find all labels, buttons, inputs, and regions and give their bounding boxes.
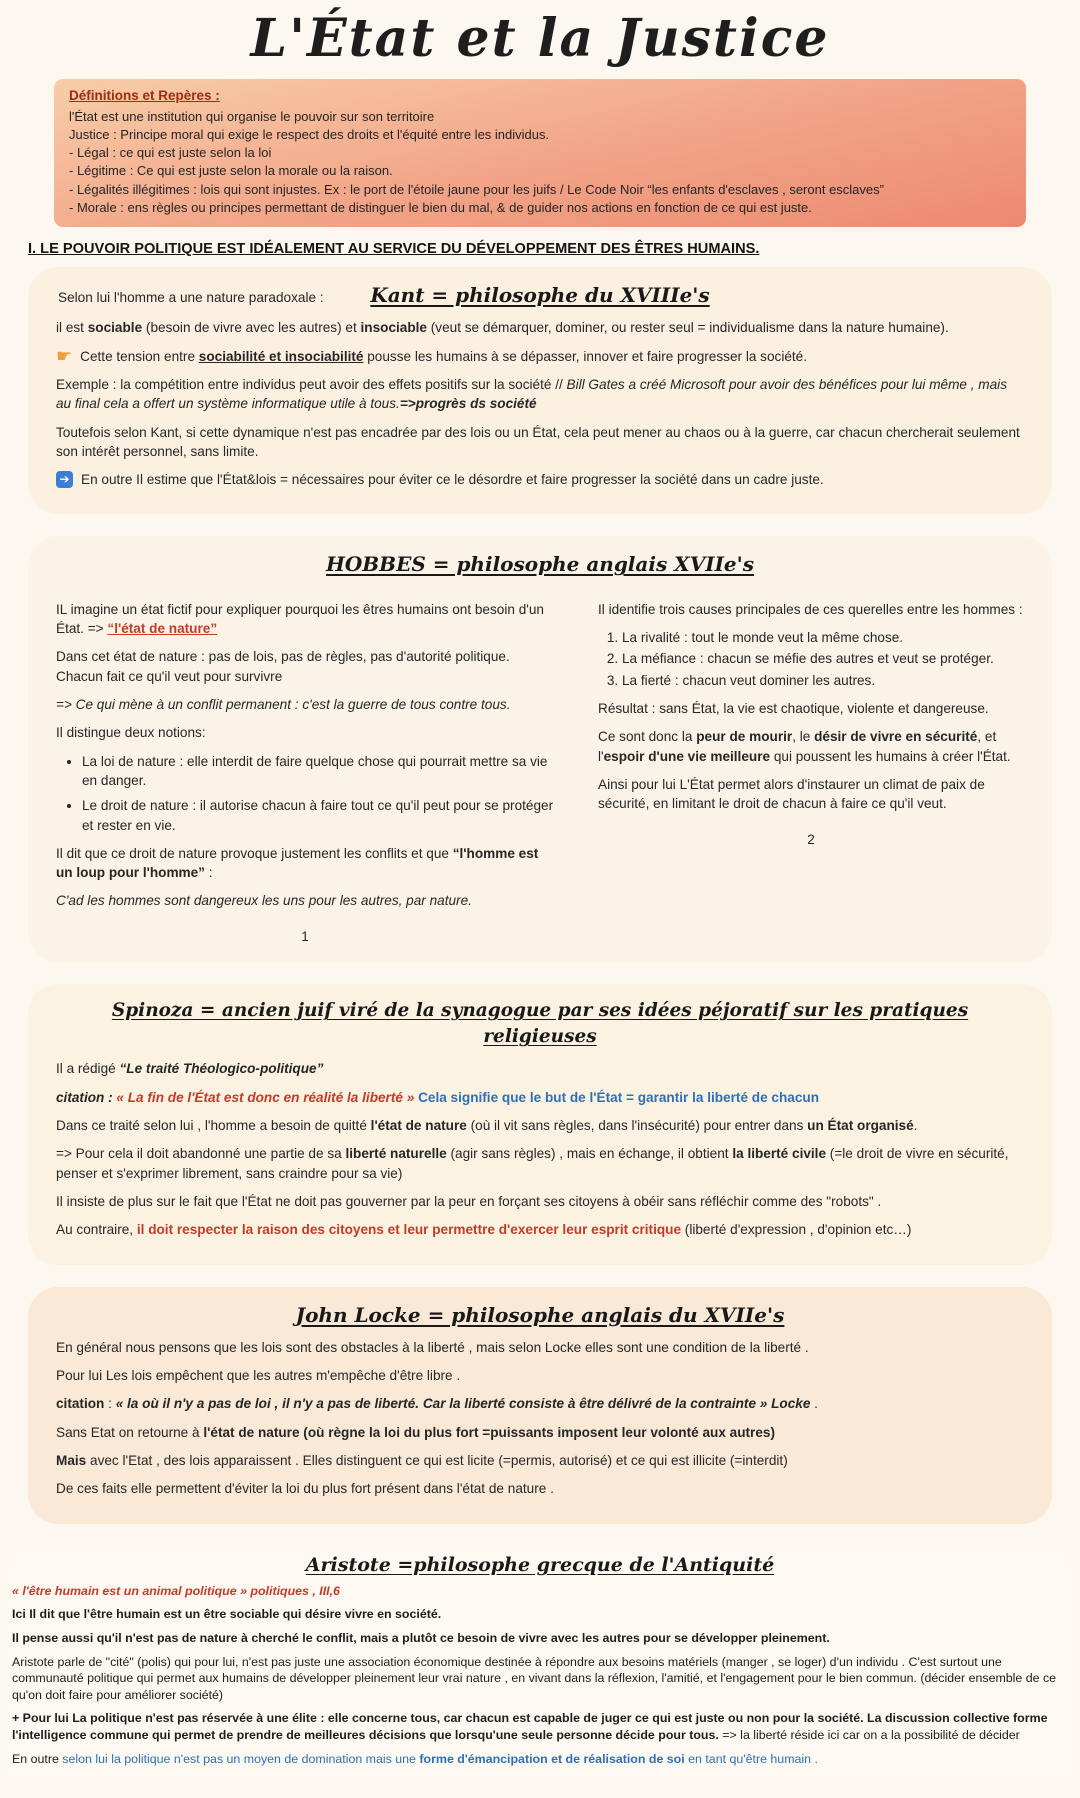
list-item: • La loi de nature : elle interdit de faire quelque chose qui pourrait mettre sa vie en danger. <box>82 752 554 791</box>
definition-line: Justice : Principe moral qui exige le respect des droits et l'équité entre les individus. <box>69 127 550 143</box>
hobbes-columns <box>56 591 1024 946</box>
locke-paragraph-citation: citation : « la où il n'y a pas de loi , il n'y a pas de liberté. Car la liberté consiste à être délivré de la contrainte » Locke . <box>56 1396 818 1412</box>
locke-paragraph-licite: Mais avec l'Etat , des lois apparaissent . Elles distinguent ce qui est licite (=permis, autorisé) et ce qui est illicite (=interdit) <box>56 1453 788 1469</box>
spinoza-section <box>28 984 1052 1265</box>
aristote-section <box>8 1546 1072 1782</box>
aristote-paragraph-sociable: Ici Il dit que l'être humain est un être sociable qui désire vivre en société. <box>12 1607 442 1622</box>
section-1-heading: I. LE POUVOIR POLITIQUE EST IDÉALEMENT AU SERVICE DU DÉVELOPPEMENT DES ÊTRES HUMAINS. <box>28 241 760 258</box>
definitions-box <box>54 79 1026 227</box>
locke-section <box>28 1287 1052 1524</box>
spinoza-paragraph-robots: Il insiste de plus sur le fait que l'État ne doit pas gouverner par la peur en forçant ses citoyens à obéir sans réfléchir comme des "robots" . <box>56 1193 882 1209</box>
definition-line: l'État est une institution qui organise le pouvoir sur son territoire <box>69 108 435 124</box>
pointing-finger-icon: ☛ <box>56 345 73 366</box>
spinoza-heading: Spinoza = ancien juif viré de la synagogue par ses idées péjoratif sur les pratiques religieuses <box>111 999 969 1048</box>
hobbes-paragraph-peur: Ce sont donc la peur de mourir, le désir de vivre en sécurité, et l'espoir d'une vie meilleure qui poussent les humains à créer l'État. <box>598 729 1011 764</box>
locke-paragraph-lois: En général nous pensons que les lois sont des obstacles à la liberté , mais selon Locke elles sont une condition de la liberté . <box>56 1339 809 1355</box>
definitions-heading: Définitions et Repères : <box>69 88 220 103</box>
kant-tension-text: Cette tension entre sociabilité et insociabilité pousse les humains à se dépasser, innover et faire progresser la société. <box>80 348 808 364</box>
hobbes-paragraph-causes: Il identifie trois causes principales de ces querelles entre les hommes : <box>598 601 1023 617</box>
blue-arrow-icon: ➔ <box>56 471 73 488</box>
definition-line: - Morale : ens règles ou principes permettant de distinguer le bien du mal, & de guider nos actions en fonction de ce qui est juste. <box>69 199 812 215</box>
kant-section <box>28 267 1052 514</box>
hobbes-section <box>28 536 1052 961</box>
kant-heading-row <box>56 281 1024 309</box>
page-number-1: 1 <box>301 928 309 944</box>
hobbes-paragraph-dangereux: C'ad les hommes sont dangereux les uns pour les autres, par nature. <box>56 893 472 909</box>
spinoza-paragraph-traite: Il a rédigé “Le traité Théologico-politique” <box>56 1061 324 1077</box>
list-item: 1. La rivalité : tout le monde veut la même chose. <box>622 628 1024 647</box>
hobbes-paragraph-etat-fictif: IL imagine un état fictif pour expliquer pourquoi les êtres humains ont besoin d'un État. => “l'état de nature” <box>56 601 544 637</box>
hobbes-paragraph-paix: Ainsi pour lui L'État permet alors d'instaurer un climat de paix de sécurité, en limitant le droit de chacun à faire ce qu'il veut. <box>598 776 985 812</box>
kant-paragraph-tension <box>56 347 1024 366</box>
kant-paragraph-nature: il est sociable (besoin de vivre avec les autres) et insociable (veut se démarquer, dominer, ou rester seul = individualisme dans la nature humaine). <box>56 320 949 336</box>
kant-conclusion-text: En outre Il estime que l'État&lois = nécessaires pour éviter ce le désordre et faire progresser la société dans un cadre juste. <box>81 472 824 488</box>
page-title: L'État et la Justice <box>250 8 830 69</box>
page-number-2: 2 <box>807 831 815 847</box>
hobbes-notions-list <box>56 752 554 835</box>
aristote-paragraph-conflit: Il pense aussi qu'il n'est pas de nature à cherché le conflit, mais a plutôt ce besoin de vivre avec les autres pour se développer pleinement. <box>12 1630 830 1645</box>
hobbes-paragraph-resultat: Résultat : sans État, la vie est chaotique, violente et dangereuse. <box>598 701 989 717</box>
locke-paragraph-eviter: De ces faits elle permettent d'éviter la loi du plus fort présent dans l'état de nature . <box>56 1481 554 1497</box>
hobbes-left-column <box>56 591 554 946</box>
hobbes-heading: HOBBES = philosophe anglais XVIIe's <box>325 552 755 577</box>
locke-paragraph-libre: Pour lui Les lois empêchent que les autres m'empêche d'être libre . <box>56 1368 461 1384</box>
locke-paragraph-etat-nature: Sans Etat on retourne à l'état de nature (où règne la loi du plus fort =puissants imposent leur volonté aux autres) <box>56 1424 775 1440</box>
kant-heading: Kant = philosophe du XVIIIe's <box>370 283 710 308</box>
aristote-paragraph-emancipation: En outre selon lui la politique n'est pas un moyen de domination mais une forme d'émancipation et de réalisation de soi en tant qu'être humain . <box>12 1751 818 1766</box>
list-item: 2. La méfiance : chacun se méfie des autres et veut se protéger. <box>622 649 1024 668</box>
kant-paragraph-conclusion <box>56 470 1024 489</box>
kant-paragraph-exemple: Exemple : la compétition entre individus peut avoir des effets positifs sur la société // Bill Gates a créé Microsoft pour avoir des bénéfices pour lui même , mais au final cela a offert un système informatique utile à tous.=>progrès ds société <box>56 377 1008 412</box>
hobbes-paragraph-etat-nature: Dans cet état de nature : pas de lois, pas de règles, pas d'autorité politique. Chacun fait ce qu'il veut pour survivre <box>56 649 510 684</box>
list-item: 3. La fierté : chacun veut dominer les autres. <box>622 671 1024 690</box>
spinoza-paragraph-etat-nature: Dans ce traité selon lui , l'homme a besoin de quitté l'état de nature (où il vit sans règles, dans l'insécurité) pour entrer dans un État organisé. <box>56 1118 918 1134</box>
kant-paragraph-toutefois: Toutefois selon Kant, si cette dynamique n'est pas encadrée par des lois ou un État, cela peut mener au chaos ou à la guerre, car chacun chercherait seulement son intérêt personnel, sans limite. <box>56 424 1020 459</box>
locke-heading: John Locke = philosophe anglais du XVIIe's <box>295 1302 785 1327</box>
spinoza-paragraph-raison: Au contraire, il doit respecter la raison des citoyens et leur permettre d'exercer leur esprit critique (liberté d'expression , d'opinion etc…) <box>56 1222 912 1238</box>
definition-line: - Légal : ce qui est juste selon la loi <box>69 145 272 161</box>
aristote-heading: Aristote =philosophe grecque de l'Antiquité <box>305 1553 775 1576</box>
hobbes-paragraph-loup: Il dit que ce droit de nature provoque justement les conflits et que “l'homme est un loup pour l'homme” : <box>56 845 539 881</box>
aristote-paragraph-cite: Aristote parle de "cité" (polis) qui pour lui, n'est pas juste une association économique destinée à répondre aux besoins matériels (manger , se loger) d'un individu . C'est surtout une communauté politique qui permet aux humains de développer pleinement leur vrai nature , en vivant dans la réflexion, l'amitié, et l'engagement pour le bien commun. (décider ensemble de ce qu'on doit faire pour améliorer société) <box>12 1654 1057 1702</box>
aristote-paragraph-elite: + Pour lui La politique n'est pas réservée à une élite : elle concerne tous, car chacun est capable de juger ce qui est juste ou non pour la société. La discussion collective forme l'intelligence commune qui permet de prendre de meilleures décisions que lorsqu'une seule personne décide pour tous. => la liberté réside ici car on a la possibilité de décider <box>12 1711 1048 1742</box>
kant-intro-text: Selon lui l'homme a une nature paradoxale : <box>58 290 324 306</box>
spinoza-paragraph-citation: citation : « La fin de l'État est donc en réalité la liberté » Cela signifie que le but de l'État = garantir la liberté de chacun <box>56 1089 820 1105</box>
hobbes-paragraph-notions: Il distingue deux notions: <box>56 725 206 741</box>
hobbes-paragraph-conflit: => Ce qui mène à un conflit permanent : c'est la guerre de tous contre tous. <box>56 697 511 713</box>
aristote-paragraph-citation: « l'être humain est un animal politique » politiques , III,6 <box>12 1583 340 1598</box>
hobbes-causes-list <box>598 628 1024 690</box>
definition-line: - Légalités illégitimes : lois qui sont injustes. Ex : le port de l'étoile jaune pour les juifs / Le Code Noir “les enfants d'esclaves , seront esclaves” <box>69 181 884 197</box>
definition-line: - Légitime : Ce qui est juste selon la morale ou la raison. <box>69 163 393 179</box>
aristote-body <box>12 1583 1068 1767</box>
spinoza-paragraph-liberte: => Pour cela il doit abandonné une partie de sa liberté naturelle (agir sans règles) , mais en échange, il obtient la liberté civile (=le droit de vivre en sécurité, penser et s'exprimer librement, sans craindre pour sa vie) <box>56 1146 1009 1181</box>
list-item: • Le droit de nature : il autorise chacun à faire tout ce qu'il peut pour se protéger et rester en vie. <box>82 796 554 835</box>
hobbes-right-column <box>598 591 1024 946</box>
